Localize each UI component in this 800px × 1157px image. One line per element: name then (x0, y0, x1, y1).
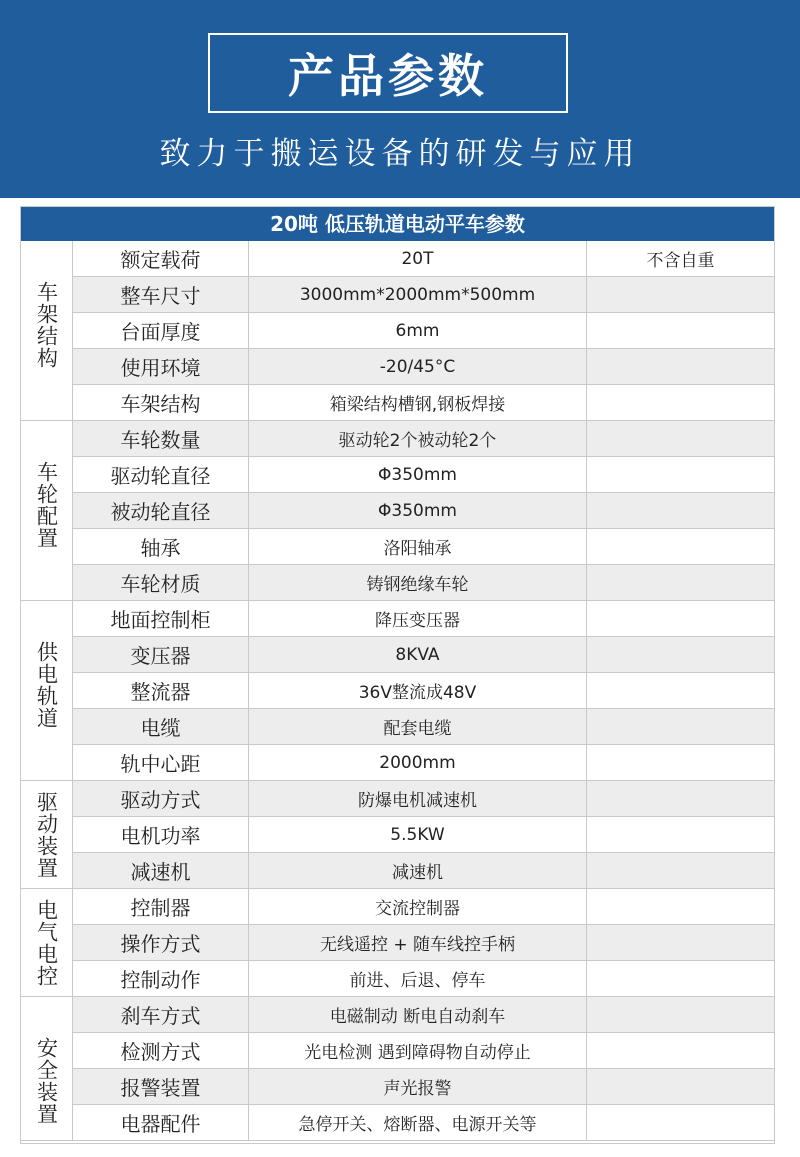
group-label: 车轮配置 (34, 461, 59, 549)
param-value: 前进、后退、停车 (248, 961, 586, 996)
param-name: 控制器 (72, 889, 248, 924)
group-label: 电气电控 (34, 899, 59, 987)
param-name: 控制动作 (72, 961, 248, 996)
param-name: 检测方式 (72, 1033, 248, 1068)
group-label: 供电轨道 (34, 641, 59, 729)
page-title: 产品参数 (208, 33, 568, 113)
param-note (586, 925, 774, 960)
table-row (72, 709, 774, 745)
param-value: Φ350mm (248, 493, 586, 528)
header-banner (0, 0, 800, 198)
param-name: 使用环境 (72, 349, 248, 384)
param-value: 铸钢绝缘车轮 (248, 565, 586, 600)
group-cell (21, 889, 72, 997)
param-note (586, 817, 774, 852)
param-note (586, 961, 774, 996)
param-note (586, 529, 774, 564)
param-value: 3000mm*2000mm*500mm (248, 277, 586, 312)
group-label: 车架结构 (34, 281, 59, 369)
param-note (586, 421, 774, 456)
param-value: 降压变压器 (248, 601, 586, 636)
param-value: 交流控制器 (248, 889, 586, 924)
table-row (72, 673, 774, 709)
group-cell (21, 781, 72, 889)
param-note (586, 601, 774, 636)
group-cell (21, 421, 72, 601)
param-name: 刹车方式 (72, 997, 248, 1032)
param-note (586, 781, 774, 816)
param-note (586, 349, 774, 384)
param-note (586, 277, 774, 312)
param-name: 驱动轮直径 (72, 457, 248, 492)
param-name: 额定载荷 (72, 241, 248, 276)
group-label: 安全装置 (34, 1037, 59, 1125)
table-row (72, 889, 774, 925)
group-cell (21, 601, 72, 781)
param-name: 电机功率 (72, 817, 248, 852)
param-note (586, 997, 774, 1032)
param-value: 6mm (248, 313, 586, 348)
table-row (72, 457, 774, 493)
param-name: 轨中心距 (72, 745, 248, 780)
page-subtitle: 致力于搬运设备的研发与应用 (159, 136, 641, 172)
param-note (586, 1105, 774, 1140)
param-value: 5.5KW (248, 817, 586, 852)
table-row (72, 781, 774, 817)
param-name: 操作方式 (72, 925, 248, 960)
table-row (72, 1033, 774, 1069)
param-note (586, 313, 774, 348)
table-row (72, 565, 774, 601)
spec-table-title: 20吨 低压轨道电动平车参数 (21, 207, 774, 241)
param-note (586, 745, 774, 780)
table-row (72, 961, 774, 997)
param-note (586, 853, 774, 888)
table-row (72, 637, 774, 673)
group-cell (21, 997, 72, 1141)
param-name: 报警装置 (72, 1069, 248, 1104)
table-row (72, 853, 774, 889)
param-name: 整车尺寸 (72, 277, 248, 312)
table-row (72, 529, 774, 565)
param-value: 配套电缆 (248, 709, 586, 744)
param-name: 车轮数量 (72, 421, 248, 456)
table-row (72, 1069, 774, 1105)
table-row (72, 817, 774, 853)
param-value: 驱动轮2个被动轮2个 (248, 421, 586, 456)
param-name: 车轮材质 (72, 565, 248, 600)
table-row (72, 925, 774, 961)
table-row (72, 349, 774, 385)
param-name: 车架结构 (72, 385, 248, 420)
param-value: 电磁制动 断电自动刹车 (248, 997, 586, 1032)
param-name: 电器配件 (72, 1105, 248, 1140)
param-note (586, 637, 774, 672)
param-note (586, 457, 774, 492)
param-value: 36V整流成48V (248, 673, 586, 708)
param-value: 急停开关、熔断器、电源开关等 (248, 1105, 586, 1140)
param-value: 8KVA (248, 637, 586, 672)
param-note (586, 385, 774, 420)
table-row (72, 493, 774, 529)
param-value: Φ350mm (248, 457, 586, 492)
param-name: 整流器 (72, 673, 248, 708)
table-row (72, 421, 774, 457)
table-row (72, 997, 774, 1033)
param-value: 洛阳轴承 (248, 529, 586, 564)
param-note (586, 889, 774, 924)
param-note (586, 1069, 774, 1104)
param-value: 20T (248, 241, 586, 276)
param-note (586, 493, 774, 528)
table-row (72, 241, 774, 277)
param-note (586, 673, 774, 708)
param-note (586, 565, 774, 600)
group-cell (21, 241, 72, 421)
table-row (72, 1105, 774, 1141)
param-value: 光电检测 遇到障碍物自动停止 (248, 1033, 586, 1068)
param-name: 台面厚度 (72, 313, 248, 348)
param-note: 不含自重 (586, 241, 774, 276)
table-row (72, 313, 774, 349)
param-name: 地面控制柜 (72, 601, 248, 636)
param-note (586, 1033, 774, 1068)
table-row (72, 277, 774, 313)
param-value: -20/45°C (248, 349, 586, 384)
table-row (72, 385, 774, 421)
param-value: 箱梁结构槽钢,钢板焊接 (248, 385, 586, 420)
param-value: 无线遥控 + 随车线控手柄 (248, 925, 586, 960)
spec-table (20, 206, 775, 1144)
param-value: 减速机 (248, 853, 586, 888)
param-value: 声光报警 (248, 1069, 586, 1104)
table-row (72, 745, 774, 781)
param-name: 轴承 (72, 529, 248, 564)
param-value: 防爆电机减速机 (248, 781, 586, 816)
table-row (72, 601, 774, 637)
param-name: 减速机 (72, 853, 248, 888)
param-name: 电缆 (72, 709, 248, 744)
param-name: 变压器 (72, 637, 248, 672)
param-name: 被动轮直径 (72, 493, 248, 528)
param-name: 驱动方式 (72, 781, 248, 816)
param-note (586, 709, 774, 744)
group-label: 驱动装置 (34, 791, 59, 879)
param-value: 2000mm (248, 745, 586, 780)
